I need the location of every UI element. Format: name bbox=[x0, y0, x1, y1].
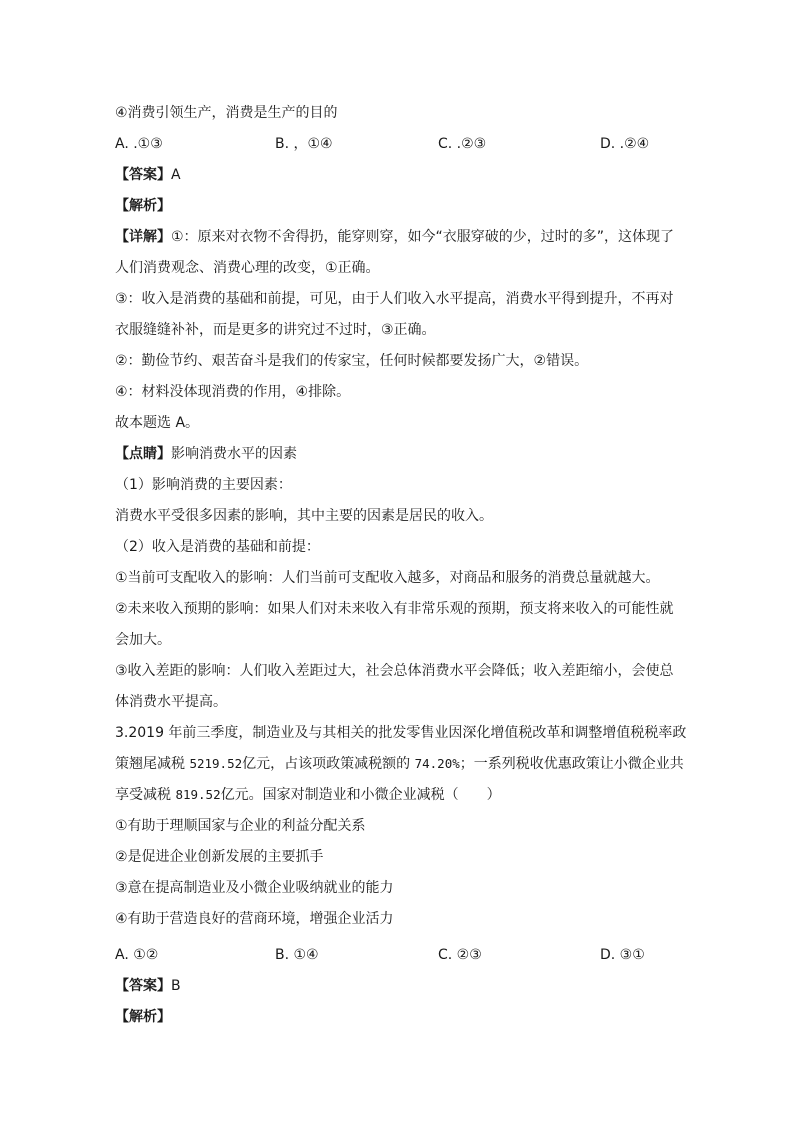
tip-line bbox=[115, 444, 297, 464]
tip1-head: （1）影响消费的主要因素： bbox=[115, 477, 292, 493]
tip2-c1: ③收入差距的影响：人们收入差距过大，社会总体消费水平会降低；收入差距缩小，会使总 bbox=[115, 663, 674, 679]
tip2-c2: 体消费水平提高。 bbox=[115, 694, 227, 710]
detail-line-5: ②：勤俭节约、艰苦奋斗是我们的传家宝，任何时候都要发扬广大，②错误。 bbox=[115, 353, 589, 369]
tip-tag: 【点睛】 bbox=[115, 446, 171, 462]
q3-stem-2a: 策翘尾减税 bbox=[115, 756, 190, 772]
statement-4: ④消费引领生产，消费是生产的目的 bbox=[115, 105, 338, 121]
q3-option-d: D. ③① bbox=[600, 947, 645, 963]
q3-stem-2b: 亿元，占该项政策减税额的 bbox=[242, 756, 415, 772]
tip2-a: ①当前可支配收入的影响：人们当前可支配收入越多，对商品和服务的消费总量就越大。 bbox=[115, 570, 660, 586]
tip2-b2: 会加大。 bbox=[115, 632, 171, 648]
option-b: B. ，①④ bbox=[275, 136, 333, 152]
detail-text-1: ①：原来对衣物不舍得扔，能穿则穿，如今“衣服穿破的少，过时的多”，这体现了 bbox=[171, 229, 675, 245]
q3-stem-2c: ；一系列税收优惠政策让小微企业共 bbox=[459, 756, 684, 772]
detail-line-6: ④：材料没体现消费的作用，④排除。 bbox=[115, 384, 351, 400]
detail-line-1 bbox=[115, 227, 674, 247]
q3-statement-1: ①有助于理顺国家与企业的利益分配关系 bbox=[115, 818, 366, 834]
q3-statement-2: ②是促进企业创新发展的主要抓手 bbox=[115, 849, 324, 865]
q3-option-a: A. ①② bbox=[115, 947, 159, 963]
q3-answer-line bbox=[115, 976, 181, 996]
option-d: D. .②④ bbox=[600, 136, 650, 152]
tip1-body: 消费水平受很多因素的影响，其中主要的因素是居民的收入。 bbox=[115, 508, 493, 524]
option-a: A. .①③ bbox=[115, 136, 163, 152]
q3-stem-line-1: 3.2019 年前三季度，制造业及与其相关的批发零售业因深化增值税改革和调整增值税税率政 bbox=[115, 725, 687, 741]
answer-tag: 【答案】 bbox=[115, 167, 171, 183]
detail-line-3: ③：收入是消费的基础和前提，可见，由于人们收入水平提高，消费水平得到提升，不再对 bbox=[115, 291, 674, 307]
q3-stem-line-2 bbox=[115, 754, 684, 774]
detail-line-4: 衣服缝缝补补，而是更多的讲究过不过时，③正确。 bbox=[115, 322, 436, 338]
tip-title: 影响消费水平的因素 bbox=[171, 446, 297, 462]
q3-stem-3a: 享受减税 bbox=[115, 787, 176, 803]
q3-answer-tag: 【答案】 bbox=[115, 978, 171, 994]
q3-option-c: C. ②③ bbox=[438, 947, 482, 963]
q3-num-3: 819.52 bbox=[175, 787, 221, 802]
answer-line bbox=[115, 165, 181, 185]
q3-num-2: 74.20% bbox=[414, 756, 460, 771]
q3-answer-value: B bbox=[171, 978, 181, 994]
q3-analysis-tag: 【解析】 bbox=[115, 1009, 171, 1025]
q3-stem-line-3 bbox=[115, 785, 501, 805]
tip2-head: （2）收入是消费的基础和前提： bbox=[115, 539, 320, 555]
detail-line-2: 人们消费观念、消费心理的改变，①正确。 bbox=[115, 260, 380, 276]
answer-value: A bbox=[171, 167, 181, 183]
q3-option-b: B. ①④ bbox=[275, 947, 319, 963]
q3-num-1: 5219.52 bbox=[189, 756, 243, 771]
conclusion: 故本题选 A。 bbox=[115, 415, 200, 431]
q3-statement-4: ④有助于营造良好的营商环境，增强企业活力 bbox=[115, 911, 394, 927]
analysis-tag: 【解析】 bbox=[115, 198, 171, 214]
q3-stem-3b: 亿元。国家对制造业和小微企业减税（ ） bbox=[220, 787, 501, 803]
detail-tag: 【详解】 bbox=[115, 229, 171, 245]
option-c: C. .②③ bbox=[438, 136, 487, 152]
q3-statement-3: ③意在提高制造业及小微企业吸纳就业的能力 bbox=[115, 880, 394, 896]
tip2-b1: ②未来收入预期的影响：如果人们对未来收入有非常乐观的预期，预支将来收入的可能性就 bbox=[115, 601, 674, 617]
